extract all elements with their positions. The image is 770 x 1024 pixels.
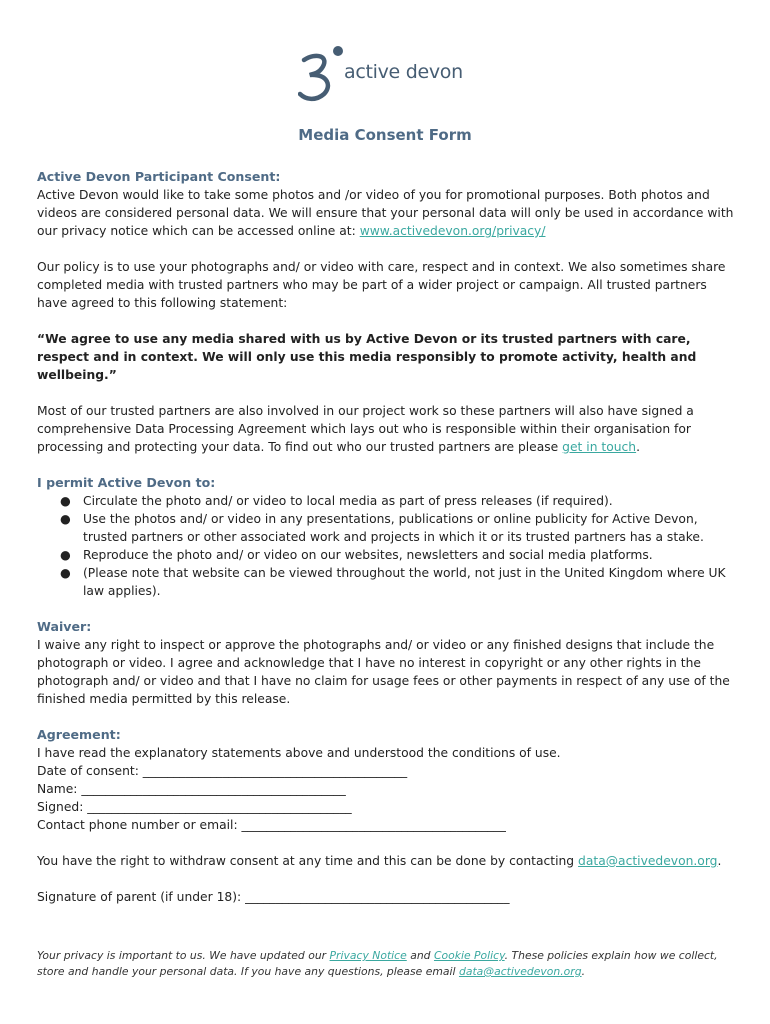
stylized-3-swirl-icon [298, 44, 344, 106]
cookie-policy-link[interactable]: Cookie Policy [433, 949, 505, 962]
footer-end: . [581, 965, 586, 978]
form-body [37, 168, 737, 906]
withdraw-text: You have the right to withdraw consent at any time and this can be done by contacting [37, 854, 575, 868]
consent-heading: Active Devon Participant Consent: [37, 169, 281, 184]
footer-and: and [410, 949, 431, 962]
partners-end: . [636, 440, 641, 454]
name-field[interactable]: Name: ___________________________________________ [37, 782, 346, 796]
list-item [37, 546, 737, 564]
list-item [37, 510, 737, 546]
privacy-url-link[interactable]: www.activedevon.org/privacy/ [359, 224, 546, 238]
consent-intro-text: Active Devon would like to take some photos and /or video of you for promotional purposes. Both photos and videos are considered personal data. We will ensure that your personal data will only be used in accordance with our privacy notice which can be accessed online at: [37, 188, 734, 238]
active-devon-logo [298, 44, 478, 106]
list-item [37, 564, 737, 600]
footer-email-link[interactable]: data@activedevon.org [458, 965, 582, 978]
footer-text-1: Your privacy is important to us. We have updated our [37, 949, 327, 962]
permit-list [37, 492, 737, 600]
contact-field[interactable]: Contact phone number or email: ___________________________________________ [37, 818, 506, 832]
list-item-text: Reproduce the photo and/ or video on our websites, newsletters and social media platforms. [83, 548, 653, 562]
withdraw-paragraph [37, 852, 737, 870]
consent-intro [37, 186, 737, 240]
data-email-link[interactable]: data@activedevon.org [578, 854, 718, 868]
list-item-text: Circulate the photo and/ or video to local media as part of press releases (if required). [83, 494, 613, 508]
waiver-heading: Waiver: [37, 619, 92, 634]
agreement-heading: Agreement: [37, 727, 121, 742]
policy-paragraph: Our policy is to use your photographs and/ or video with care, respect and in context. We also sometimes share completed media with trusted partners who may be part of a wider project or campaign. All trusted partners have agreed to this following statement: [37, 260, 726, 310]
permit-heading: I permit Active Devon to: [37, 475, 216, 490]
list-item-text: Use the photos and/ or video in any presentations, publications or online publicity for Active Devon, trusted partners or other associated work and projects in which it or its trusted partners has a stake. [83, 512, 704, 544]
partner-statement-quote: “We agree to use any media shared with us by Active Devon or its trusted partners with care, respect and in context. We will only use this media responsibly to promote activity, health and wellbeing.” [37, 332, 697, 382]
parent-signature-field[interactable]: Signature of parent (if under 18): ___________________________________________ [37, 890, 510, 904]
list-item-text: (Please note that website can be viewed throughout the world, not just in the United Kingdom where UK law applies). [83, 566, 726, 598]
list-item [37, 492, 737, 510]
privacy-notice-link[interactable]: Privacy Notice [329, 949, 407, 962]
partners-text: Most of our trusted partners are also involved in our project work so these partners will also have signed a comprehensive Data Processing Agreement which lays out who is responsible within their organisation for processing and protecting your data. To find out who our trusted partners are please [37, 404, 694, 454]
withdraw-end: . [717, 854, 722, 868]
privacy-footer [37, 948, 727, 980]
bullet-icon: ● [60, 548, 71, 562]
bullet-icon: ● [60, 512, 71, 526]
page-title: Media Consent Form [298, 126, 472, 144]
footer-text-2: . These policies explain how we collect, store and handle your personal data. If you have any questions, please email [37, 949, 718, 978]
logo-wordmark: active devon [344, 61, 463, 83]
date-of-consent-field[interactable]: Date of consent: ___________________________________________ [37, 764, 408, 778]
agreement-fields [37, 744, 737, 834]
agreement-statement: I have read the explanatory statements above and understood the conditions of use. [37, 746, 561, 760]
partners-paragraph [37, 402, 737, 456]
bullet-icon: ● [60, 494, 71, 508]
signed-field[interactable]: Signed: ___________________________________________ [37, 800, 352, 814]
bullet-icon: ● [60, 566, 71, 580]
get-in-touch-link[interactable]: get in touch [562, 440, 637, 454]
waiver-text: I waive any right to inspect or approve the photographs and/ or video or any finished designs that include the photograph or video. I agree and acknowledge that I have no interest in copyright or any other rights in the photograph and/ or video and that I have no claim for usage fees or other payments in respect of any use of the finished media permitted by this release. [37, 638, 730, 706]
